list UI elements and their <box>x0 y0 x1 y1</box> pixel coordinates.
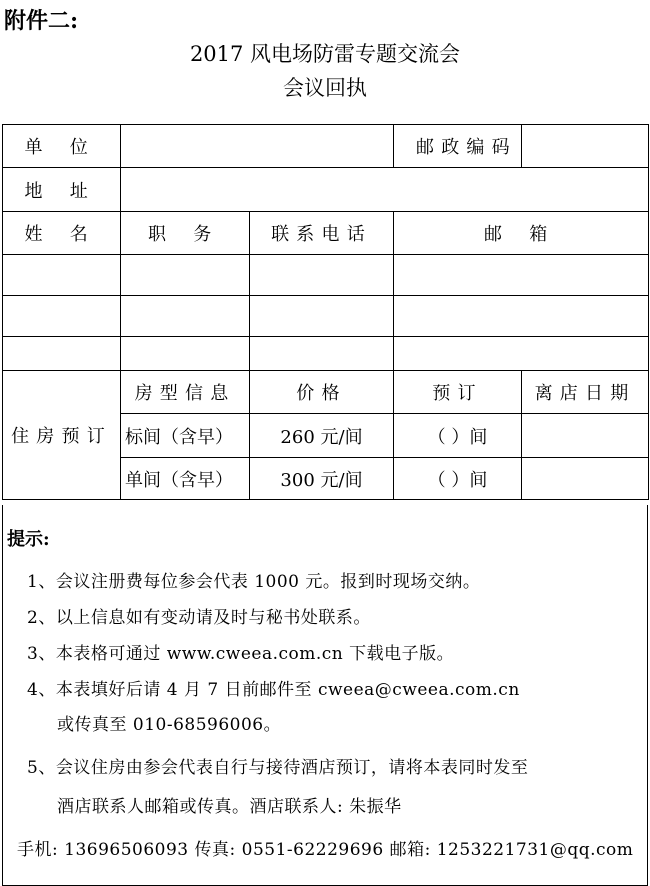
attendee-email-cell[interactable] <box>394 296 649 337</box>
booking-header: 预订 <box>394 371 522 414</box>
phone-header: 联系电话 <box>250 212 394 255</box>
address-label: 地 址 <box>3 168 121 212</box>
address-input-cell[interactable] <box>121 168 649 212</box>
postcode-label: 邮政编码 <box>394 125 522 168</box>
attendee-row <box>3 255 649 296</box>
attendee-phone-cell[interactable] <box>250 337 394 371</box>
room-booking-cell[interactable]: （ ）间 <box>394 414 522 458</box>
room-checkout-cell[interactable] <box>522 458 649 500</box>
attendee-name-cell[interactable] <box>3 337 121 371</box>
room-type-cell: 标间（含早） <box>121 414 250 458</box>
attendee-phone-cell[interactable] <box>250 255 394 296</box>
attendee-position-cell[interactable] <box>121 337 250 371</box>
email-header: 邮 箱 <box>394 212 649 255</box>
attendee-email-cell[interactable] <box>394 337 649 371</box>
note-line: 4、本表填好后请 4 月 7 日前邮件至 cweea@cweea.com.cn <box>27 680 520 700</box>
page-subtitle: 会议回执 <box>283 76 367 100</box>
note-line: 2、以上信息如有变动请及时与秘书处联系。 <box>27 608 371 628</box>
attendee-row <box>3 296 649 337</box>
price-header: 价格 <box>250 371 394 414</box>
housing-label: 住房预订 <box>3 371 121 500</box>
room-checkout-cell[interactable] <box>522 414 649 458</box>
address-row <box>3 168 649 212</box>
notes-section <box>2 505 648 886</box>
unit-row <box>3 125 649 168</box>
notes-heading: 提示: <box>7 529 50 550</box>
housing-header-row <box>3 371 649 414</box>
checkout-header: 离店日期 <box>522 371 649 414</box>
name-header: 姓 名 <box>3 212 121 255</box>
attendee-position-cell[interactable] <box>121 255 250 296</box>
attendee-header-row <box>3 212 649 255</box>
room-price-cell: 260 元/间 <box>250 414 394 458</box>
position-header: 职 务 <box>121 212 250 255</box>
room-price-cell: 300 元/间 <box>250 458 394 500</box>
page-title: 2017 风电场防雷专题交流会 <box>189 42 461 66</box>
attendee-name-cell[interactable] <box>3 296 121 337</box>
room-type-header: 房型信息 <box>121 371 250 414</box>
postcode-input-cell[interactable] <box>522 125 649 168</box>
attendee-phone-cell[interactable] <box>250 296 394 337</box>
room-type-cell: 单间（含早） <box>121 458 250 500</box>
note-line: 1、会议注册费每位参会代表 1000 元。报到时现场交纳。 <box>27 572 481 592</box>
attendee-position-cell[interactable] <box>121 296 250 337</box>
room-booking-cell[interactable]: （ ）间 <box>394 458 522 500</box>
attendee-row <box>3 337 649 371</box>
unit-label: 单 位 <box>3 125 121 168</box>
attachment-label: 附件二: <box>4 8 79 34</box>
hotel-contact-line: 手机: 13696506093 传真: 0551-62229696 邮箱: 1253221731@qq.com <box>17 840 634 860</box>
note-line: 3、本表格可通过 www.cweea.com.cn 下载电子版。 <box>27 644 455 664</box>
attendee-name-cell[interactable] <box>3 255 121 296</box>
note-line: 或传真至 010-68596006。 <box>57 715 282 735</box>
unit-input-cell[interactable] <box>121 125 394 168</box>
note-line: 酒店联系人邮箱或传真。酒店联系人: 朱振华 <box>57 797 402 817</box>
receipt-form-table <box>2 124 649 500</box>
note-line: 5、会议住房由参会代表自行与接待酒店预订，请将本表同时发至 <box>27 758 529 778</box>
attendee-email-cell[interactable] <box>394 255 649 296</box>
